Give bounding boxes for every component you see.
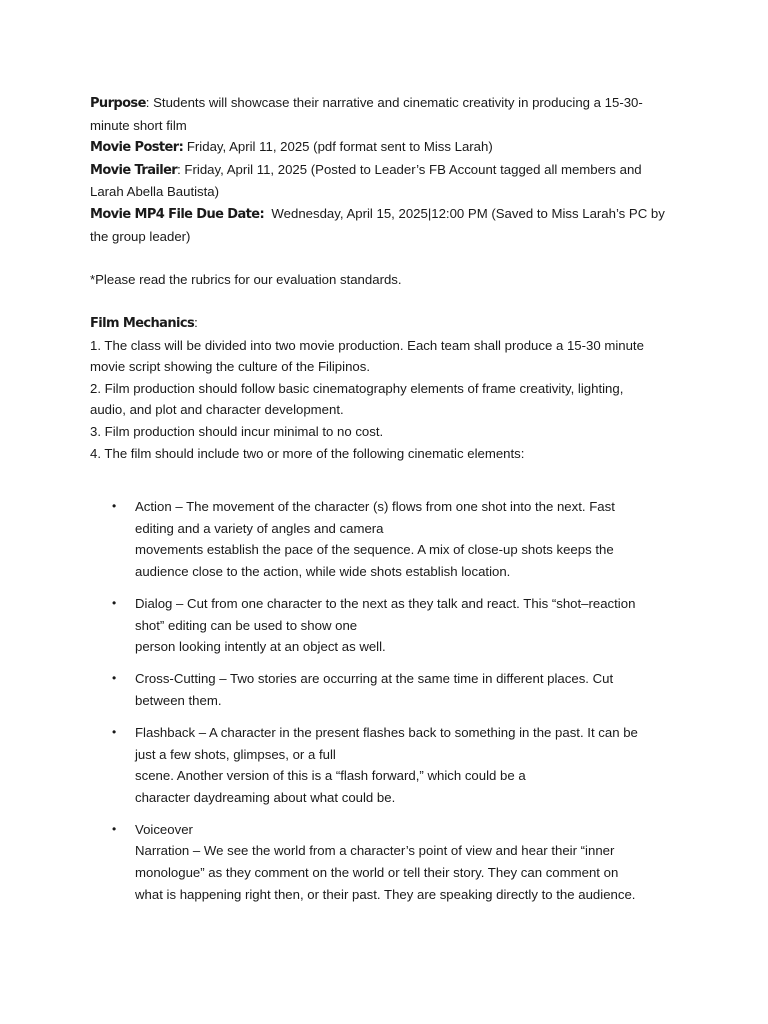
list-item-dialog bbox=[90, 593, 682, 658]
document-page bbox=[90, 92, 682, 916]
purpose-line-1 bbox=[90, 92, 682, 115]
trailer-label: Movie Trailer bbox=[90, 162, 178, 178]
mechanics-line: audio, and plot and character development. bbox=[90, 402, 344, 418]
purpose-text-1: : Students will showcase their narrative and cinematic creativity in producing a 15-30- bbox=[145, 95, 643, 110]
mechanics-colon: : bbox=[194, 314, 198, 330]
list-item-line: just a few shots, glimpses, or a full bbox=[135, 746, 336, 762]
mp4-line-2: the group leader) bbox=[90, 228, 191, 244]
mechanics-line: 1. The class will be divided into two movie production. Each team shall produce a 15-30 minute bbox=[90, 337, 644, 353]
mechanics-line: 2. Film production should follow basic cinematography elements of frame creativity, lighting, bbox=[90, 380, 624, 396]
rubrics-note: *Please read the rubrics for our evaluation standards. bbox=[90, 271, 402, 287]
list-item-line: monologue” as they comment on the world or tell their story. They can comment on bbox=[135, 865, 619, 880]
spacer bbox=[90, 464, 682, 496]
mp4-label: Movie MP4 File Due Date: bbox=[90, 206, 265, 222]
mechanics-heading bbox=[90, 312, 682, 335]
list-item-line: Dialog – Cut from one character to the next as they talk and react. This “shot–reaction bbox=[135, 595, 636, 611]
list-item-line: character daydreaming about what could be. bbox=[135, 789, 396, 805]
bullet-icon: • bbox=[112, 671, 117, 686]
list-item-line: Flashback – A character in the present flashes back to something in the past. It can be bbox=[135, 724, 638, 740]
spacer bbox=[90, 247, 682, 269]
purpose-line-2: minute short film bbox=[90, 117, 187, 133]
list-item-line: Cross-Cutting – Two stories are occurring at the same time in different places. Cut bbox=[135, 671, 614, 687]
trailer-text-1: : Friday, April 11, 2025 (Posted to Leader’s FB Account tagged all members and bbox=[177, 161, 642, 177]
list-item-cross-cutting bbox=[90, 668, 682, 711]
mechanics-label: Film Mechanics bbox=[90, 315, 195, 331]
list-item-line: what is happening right then, or their past. They are speaking directly to the audience. bbox=[135, 886, 636, 902]
list-item-line: scene. Another version of this is a “flash forward,” which could be a bbox=[135, 768, 526, 784]
bullet-icon: • bbox=[112, 821, 117, 836]
spacer bbox=[90, 290, 682, 312]
mechanics-line: movie script showing the culture of the Filipinos. bbox=[90, 359, 370, 375]
trailer-line-1 bbox=[90, 159, 682, 182]
list-item-line: Narration – We see the world from a character’s point of view and hear their “inner bbox=[135, 843, 615, 859]
list-item-voiceover bbox=[90, 819, 682, 905]
poster-label: Movie Poster: bbox=[90, 140, 184, 156]
mp4-text-1: Wednesday, April 15, 2025|12:00 PM (Saved to Miss Larah’s PC by bbox=[264, 205, 665, 221]
poster-text: Friday, April 11, 2025 (pdf format sent to Miss Larah) bbox=[183, 139, 493, 155]
bullet-icon: • bbox=[112, 724, 117, 739]
trailer-line-2: Larah Abella Bautista) bbox=[90, 184, 220, 200]
list-item-line: movements establish the pace of the sequence. A mix of close-up shots keeps the bbox=[135, 542, 614, 558]
bullet-icon: • bbox=[112, 499, 117, 514]
cinematic-elements-list bbox=[90, 496, 682, 905]
list-item-flashback bbox=[90, 722, 682, 808]
list-item-line: shot” editing can be used to show one bbox=[135, 617, 358, 633]
list-item-line: person looking intently at an object as well. bbox=[135, 639, 386, 655]
mechanics-line: 3. Film production should incur minimal to no cost. bbox=[90, 423, 384, 439]
list-item-line: Action – The movement of the character (s) flows from one shot into the next. Fast bbox=[135, 499, 615, 515]
list-item-action bbox=[90, 496, 682, 582]
purpose-label: Purpose bbox=[90, 96, 146, 111]
mechanics-line: 4. The film should include two or more of the following cinematic elements: bbox=[90, 445, 525, 461]
list-item-line: editing and a variety of angles and camera bbox=[135, 520, 384, 536]
list-item-line: audience close to the action, while wide shots establish location. bbox=[135, 563, 511, 579]
list-item-line: between them. bbox=[135, 692, 222, 708]
list-item-line: Voiceover bbox=[135, 821, 193, 837]
mp4-line-1 bbox=[90, 203, 682, 226]
bullet-icon: • bbox=[112, 595, 117, 610]
poster-line bbox=[90, 136, 682, 159]
